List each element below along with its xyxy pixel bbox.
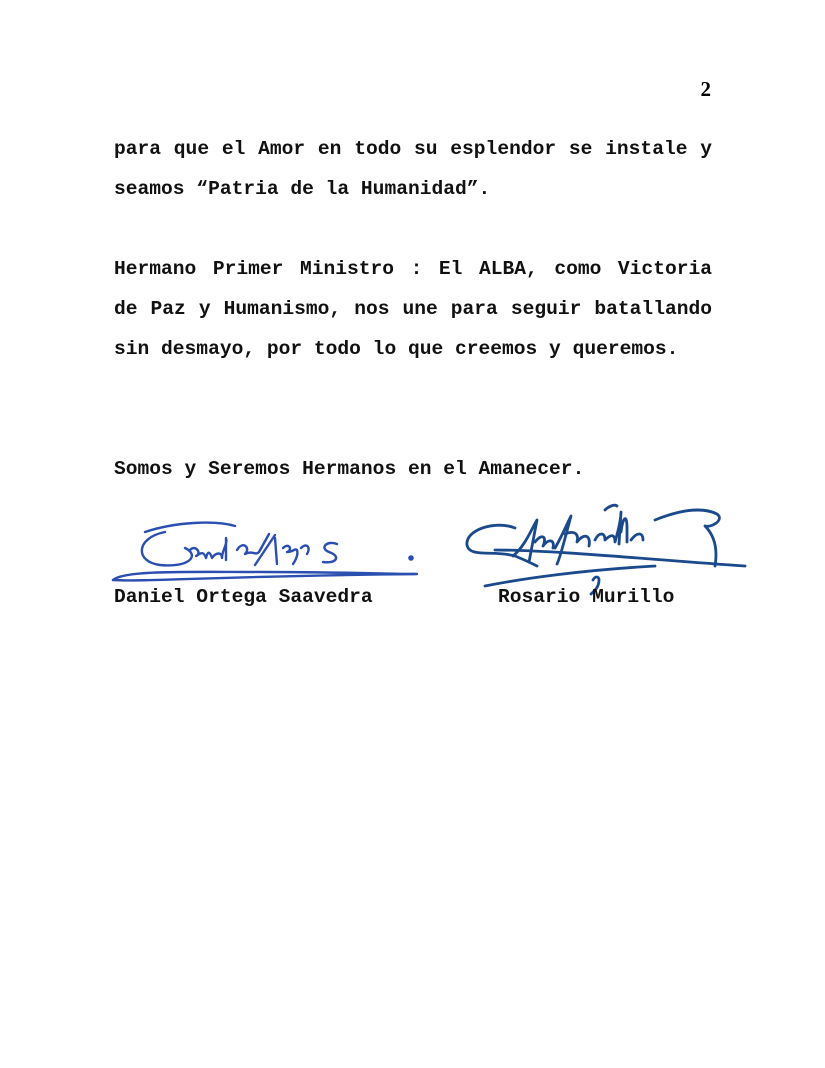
paragraph-1: para que el Amor en todo su esplendor se instale y seamos “Patria de la Humanidad”.	[114, 138, 712, 200]
signatory-name-murillo: Rosario Murillo	[498, 586, 675, 608]
handwritten-signature-icon	[105, 510, 425, 590]
paragraph-2: Hermano Primer Ministro : El ALBA, como Victoria de Paz y Humanismo, nos une para seguir batallando sin desmayo, por todo lo que creemos y queremos.	[114, 258, 712, 360]
page-number: 2	[700, 77, 711, 101]
signatory-name-ortega: Daniel Ortega Saavedra	[114, 586, 373, 608]
closing-line: Somos y Seremos Hermanos en el Amanecer.	[114, 458, 585, 480]
